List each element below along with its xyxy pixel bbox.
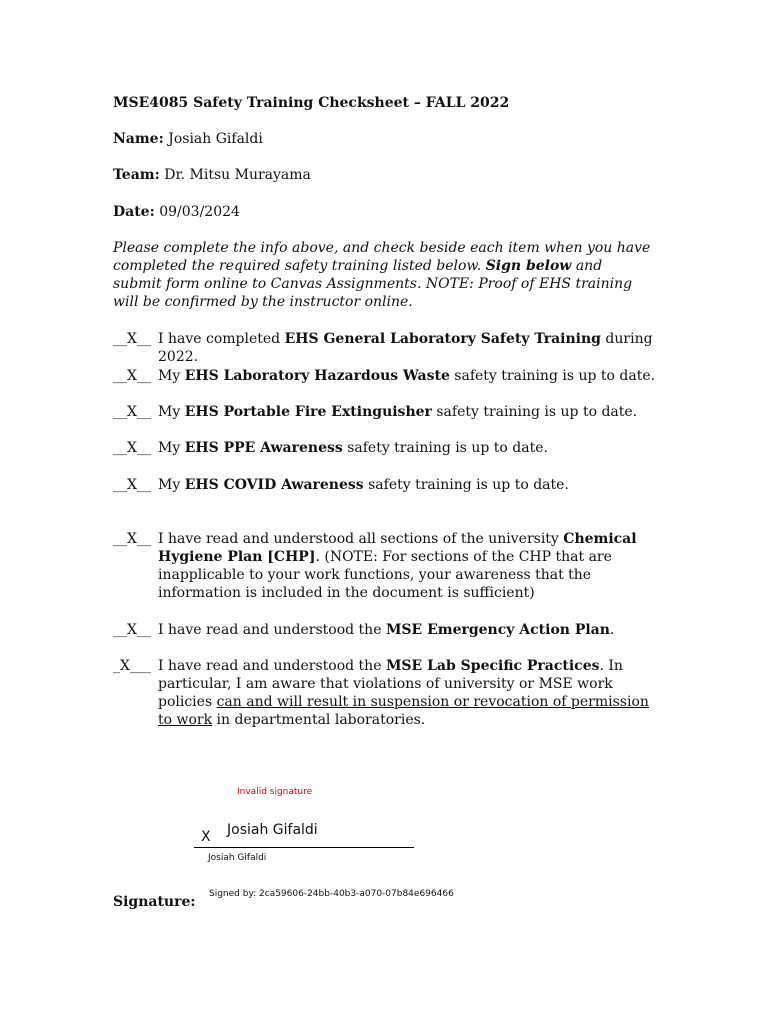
- signature-printed-name: Josiah Gifaldi: [208, 853, 267, 863]
- date-row: [113, 203, 240, 221]
- checkbox-mark: __X__: [113, 331, 151, 347]
- checkbox-mark: __X__: [113, 622, 151, 638]
- signature-line: [194, 847, 414, 848]
- checklist-item-chemical-hygiene-plan: I have read and understood all sections of the university Chemical Hygiene Plan [CHP]. (NOTE: For sections of the CHP that are inapplicable to your work functions, your awareness that the information is included in the document is sufficient): [158, 531, 637, 601]
- signature-status: Invalid signature: [237, 787, 313, 797]
- policy-warning-underline: can and will result in suspension or revocation of permission to work: [158, 694, 649, 728]
- checklist-item-ppe-awareness: My EHS PPE Awareness safety training is up to date.: [158, 440, 548, 456]
- name-value: Josiah Gifaldi: [168, 131, 263, 147]
- checklist-item-covid-awareness: My EHS COVID Awareness safety training is up to date.: [158, 477, 569, 493]
- name-row: [113, 130, 263, 148]
- checkbox-mark: __X__: [113, 440, 151, 456]
- signature-name: Josiah Gifaldi: [227, 822, 318, 838]
- instructions-paragraph: Please complete the info above, and check beside each item when you have completed the required safety training listed below. Sign below and submit form online to Canvas Assignments. NOTE: Proof of EHS training will be confirmed by the instructor online.: [113, 240, 651, 310]
- checkbox-mark: __X__: [113, 477, 151, 493]
- signature-label: Signature:: [113, 894, 196, 910]
- team-label: Team:: [113, 167, 160, 183]
- checkbox-mark: __X__: [113, 531, 151, 547]
- date-label: Date:: [113, 204, 155, 220]
- checkbox-mark: __X__: [113, 368, 151, 384]
- team-value: Dr. Mitsu Murayama: [164, 167, 311, 183]
- checkbox-mark: _X___: [113, 658, 151, 674]
- signature-x-mark: X: [201, 829, 211, 845]
- checklist-item-emergency-action-plan: I have read and understood the MSE Emergency Action Plan.: [158, 622, 615, 638]
- checkbox-mark: __X__: [113, 404, 151, 420]
- checklist-item-hazardous-waste: My EHS Laboratory Hazardous Waste safety training is up to date.: [158, 368, 656, 384]
- sign-below-emphasis: Sign below: [485, 258, 572, 274]
- checklist-item-general-lab-safety: I have completed EHS General Laboratory Safety Training during 2022.: [158, 331, 653, 365]
- team-row: [113, 166, 311, 184]
- name-label: Name:: [113, 131, 164, 147]
- checklist-item-lab-specific-practices: I have read and understood the MSE Lab Specific Practices. In particular, I am aware that violations of university or MSE work policies can and will result in suspension or revocation of permission to work in departmental laboratories.: [158, 658, 649, 728]
- signature-signed-by: Signed by: 2ca59606-24bb-40b3-a070-07b84e696466: [209, 889, 454, 899]
- date-value: 09/03/2024: [159, 204, 240, 220]
- checklist-item-fire-extinguisher: My EHS Portable Fire Extinguisher safety training is up to date.: [158, 404, 638, 420]
- page-title: MSE4085 Safety Training Checksheet – FALL 2022: [113, 95, 510, 111]
